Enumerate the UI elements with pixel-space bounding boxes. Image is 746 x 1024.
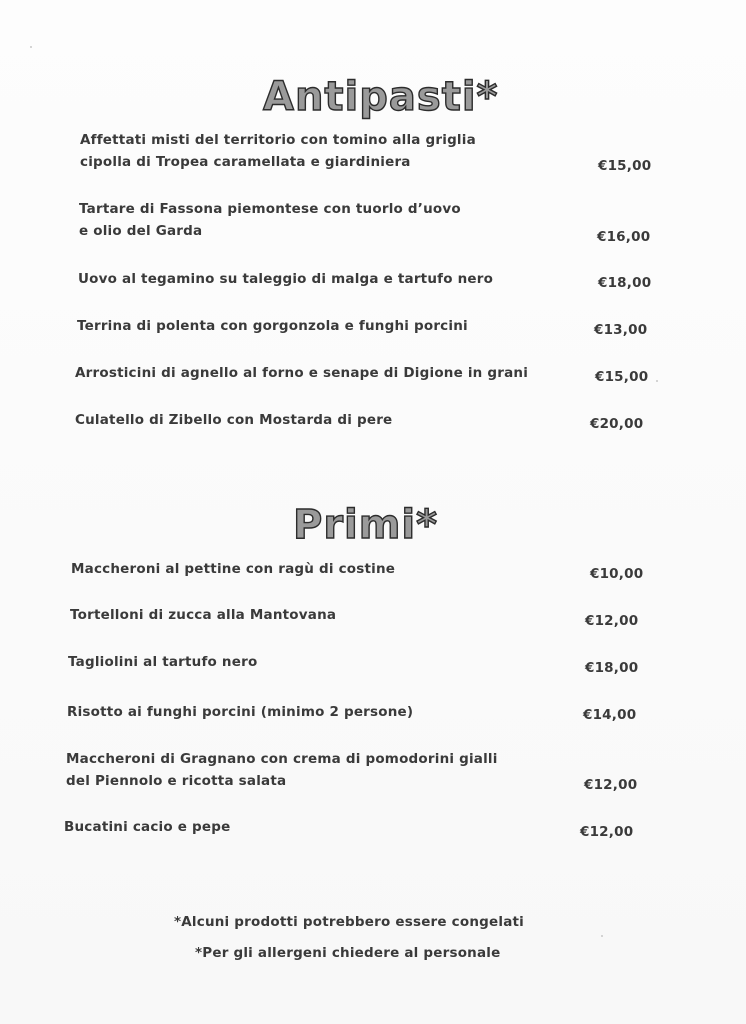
scan-speck <box>30 46 32 48</box>
primi-price-1: €10,00 <box>590 566 644 582</box>
item-line: Risotto ai funghi porcini (minimo 2 persone) <box>67 704 414 720</box>
antipasti-item-6 <box>75 409 392 431</box>
antipasti-price-1: €15,00 <box>598 158 652 174</box>
primi-item-3 <box>68 651 257 673</box>
antipasti-price-2: €16,00 <box>597 229 651 245</box>
primi-item-4 <box>67 701 413 723</box>
item-line: Culatello di Zibello con Mostarda di pere <box>75 412 393 428</box>
primi-item-2 <box>70 604 336 626</box>
antipasti-item-5 <box>75 362 528 384</box>
antipasti-price-6: €20,00 <box>590 416 644 432</box>
note-frozen: *Alcuni prodotti potrebbero essere congelati <box>174 914 524 930</box>
item-line: Terrina di polenta con gorgonzola e funghi porcini <box>77 318 468 334</box>
primi-price-6: €12,00 <box>580 824 634 840</box>
primi-item-1 <box>71 558 395 580</box>
primi-price-5: €12,00 <box>584 777 638 793</box>
antipasti-price-4: €13,00 <box>594 322 648 338</box>
antipasti-item-4 <box>77 315 468 337</box>
item-line: Tagliolini al tartufo nero <box>68 654 258 670</box>
antipasti-title: Antipasti* <box>263 74 499 120</box>
antipasti-item-2 <box>79 198 461 242</box>
primi-price-4: €14,00 <box>583 707 637 723</box>
item-line: Tortelloni di zucca alla Mantovana <box>70 607 337 623</box>
primi-item-5 <box>66 748 498 792</box>
antipasti-price-3: €18,00 <box>598 275 652 291</box>
item-line: Uovo al tegamino su taleggio di malga e tartufo nero <box>78 271 494 287</box>
primi-item-6 <box>64 816 230 838</box>
note-allergens: *Per gli allergeni chiedere al personale <box>195 945 501 961</box>
antipasti-item-1 <box>80 129 476 173</box>
item-line: Maccheroni al pettine con ragù di costine <box>71 561 396 577</box>
primi-price-2: €12,00 <box>585 613 639 629</box>
scan-speck <box>656 380 658 382</box>
antipasti-item-3 <box>78 268 493 290</box>
antipasti-price-5: €15,00 <box>595 369 649 385</box>
item-line: Bucatini cacio e pepe <box>64 819 231 835</box>
item-line: Affettati misti del territorio con tomino alla griglia <box>80 132 476 148</box>
item-line: cipolla di Tropea caramellata e giardiniera <box>80 154 411 170</box>
scan-speck <box>601 935 603 937</box>
primi-price-3: €18,00 <box>585 660 639 676</box>
item-line: Maccheroni di Gragnano con crema di pomodorini gialli <box>66 751 498 767</box>
item-line: del Piennolo e ricotta salata <box>66 773 287 789</box>
item-line: e olio del Garda <box>79 223 203 239</box>
primi-title: Primi* <box>293 502 439 548</box>
item-line: Tartare di Fassona piemontese con tuorlo d’uovo <box>79 201 461 217</box>
item-line: Arrosticini di agnello al forno e senape di Digione in grani <box>75 365 529 381</box>
